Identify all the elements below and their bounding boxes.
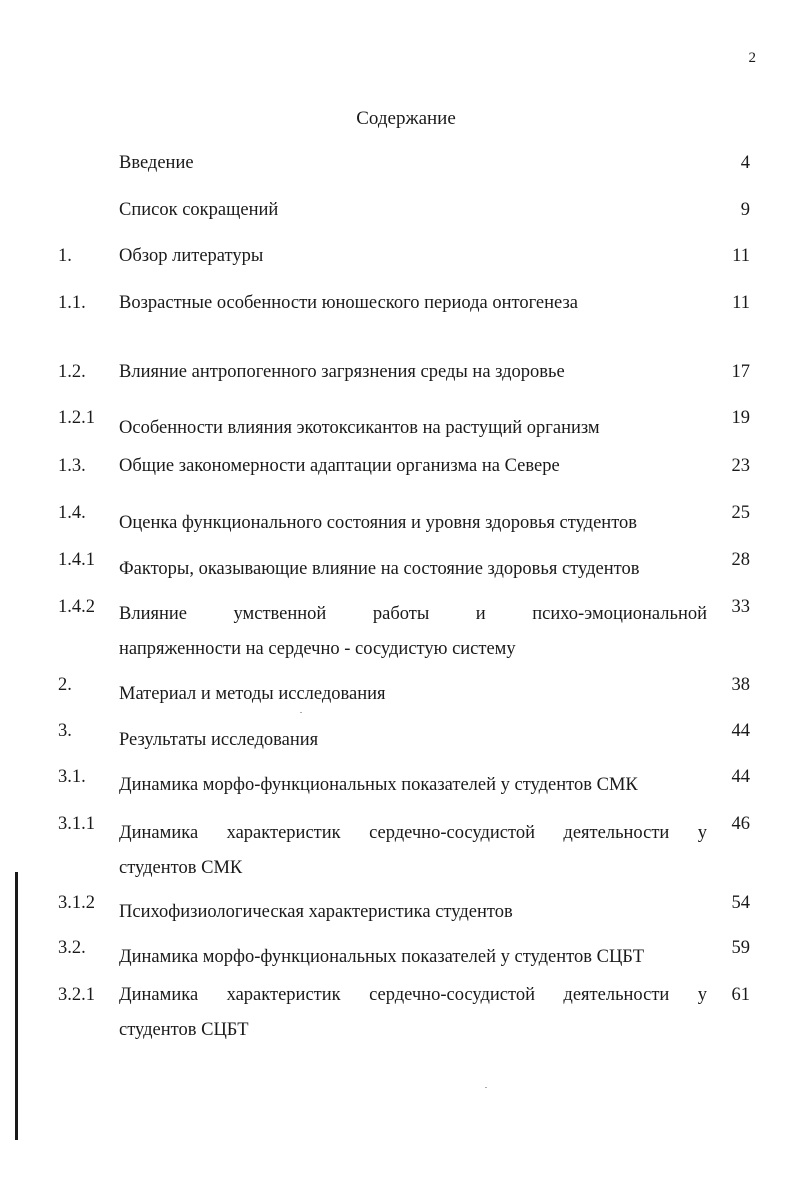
toc-entry-text: Особенности влияния экотоксикантов на растущий организм [119, 418, 600, 438]
toc-entry-page: 17 [731, 362, 750, 382]
scan-speck [300, 712, 302, 713]
toc-entry-number: 3.2. [58, 938, 86, 958]
toc-entry-number: 3.1.1 [58, 814, 95, 834]
scan-margin-line [15, 872, 18, 1140]
toc-entry-page: 9 [740, 200, 750, 220]
toc-entry-text: Список сокращений [119, 200, 279, 220]
toc-entry-number: 1.3. [58, 456, 86, 476]
toc-entry-page: 19 [731, 408, 750, 428]
toc-entry-page: 4 [740, 153, 750, 173]
toc-entry-page: 25 [731, 503, 750, 523]
toc-entry-page: 44 [731, 721, 750, 741]
toc-entry-text: Динамика характеристик сердечно-сосудистой деятельности у [119, 985, 707, 1005]
toc-entry-number: 1. [58, 246, 72, 266]
toc-entry-text: Влияние антропогенного загрязнения среды на здоровье [119, 362, 565, 382]
toc-entry-text: Динамика морфо-функциональных показателей у студентов СЦБТ [119, 947, 644, 967]
toc-entry-page: 11 [732, 246, 750, 266]
toc-entry-page: 46 [731, 814, 750, 834]
toc-entry-page: 54 [731, 893, 750, 913]
toc-entry-number: 3. [58, 721, 72, 741]
toc-entry-text-continued: напряженности на сердечно - сосудистую систему [119, 639, 516, 659]
toc-entry-number: 1.2.1 [58, 408, 95, 428]
toc-entry-number: 1.1. [58, 293, 86, 313]
toc-entry-text-continued: студентов СЦБТ [119, 1020, 249, 1040]
page-number: 2 [748, 50, 756, 66]
toc-entry-text: Материал и методы исследования [119, 684, 386, 704]
toc-entry-text: Результаты исследования [119, 730, 319, 750]
toc-entry-number: 1.4.2 [58, 597, 95, 617]
toc-entry-text: Общие закономерности адаптации организма на Севере [119, 456, 560, 476]
toc-entry-text: Обзор литературы [119, 246, 264, 266]
toc-entry-text: Оценка функционального состояния и уровня здоровья студентов [119, 513, 638, 533]
toc-entry-page: 33 [731, 597, 750, 617]
toc-entry-number: 2. [58, 675, 72, 695]
toc-entry-number: 1.4. [58, 503, 86, 523]
page-title: Содержание [356, 108, 456, 129]
toc-entry-number: 3.1. [58, 767, 86, 787]
toc-entry-page: 61 [731, 985, 750, 1005]
toc-entry-number: 1.2. [58, 362, 86, 382]
toc-entry-text: Динамика морфо-функциональных показателей у студентов СМК [119, 775, 638, 795]
toc-entry-page: 23 [731, 456, 750, 476]
toc-entry-text: Влияние умственной работы и психо-эмоциональной [119, 604, 707, 624]
toc-entry-text: Динамика характеристик сердечно-сосудистой деятельности у [119, 823, 707, 843]
toc-entry-page: 11 [732, 293, 750, 313]
toc-entry-page: 59 [731, 938, 750, 958]
toc-entry-text: Возрастные особенности юношеского периода онтогенеза [119, 293, 578, 313]
toc-entry-text: Введение [119, 153, 194, 173]
toc-entry-number: 3.1.2 [58, 893, 95, 913]
toc-entry-number: 3.2.1 [58, 985, 95, 1005]
toc-entry-text: Психофизиологическая характеристика студентов [119, 902, 513, 922]
toc-entry-text-continued: студентов СМК [119, 858, 243, 878]
toc-entry-page: 28 [731, 550, 750, 570]
toc-entry-page: 38 [731, 675, 750, 695]
toc-entry-page: 44 [731, 767, 750, 787]
toc-entry-number: 1.4.1 [58, 550, 95, 570]
toc-entry-text: Факторы, оказывающие влияние на состояние здоровья студентов [119, 559, 640, 579]
scan-speck [485, 1087, 487, 1088]
